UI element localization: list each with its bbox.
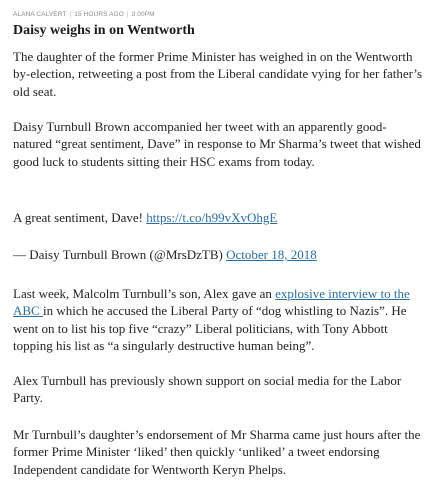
tweet-date-link[interactable]: October 18, 2018 (226, 247, 317, 262)
paragraph-labor-support: Alex Turnbull has previously shown support on social media for the Labor Party. (13, 373, 402, 406)
p5-text-before: Last week, Malcolm Turnbull’s son, Alex gave an (13, 286, 276, 301)
embedded-tweet-attribution (13, 246, 425, 263)
paragraph-endorsement: Mr Turnbull’s daughter’s endorsement of Mr Sharma came just hours after the former Prime Minister ‘liked’ then quickly ‘unliked’ a tweet endorsing Independent candidate for Wentworth Keryn Phelps. (13, 427, 421, 477)
paragraph-alex-interview (13, 285, 425, 355)
byline-author[interactable]: ALANA CALVERT (13, 11, 67, 18)
paragraph-intro: The daughter of the former Prime Minister has weighed in on the Wentworth by-election, retweeting a post from the Liberal candidate vying for her father’s old seat. (13, 49, 423, 99)
byline (13, 10, 425, 20)
article-headline: Daisy weighs in on Wentworth (13, 23, 195, 38)
byline-time: 3.00PM (131, 11, 155, 18)
abc-interview-link[interactable]: explosive interview to the ABC (13, 286, 410, 319)
tweet-text: A great sentiment, Dave! (13, 210, 147, 225)
paragraph-tweet-context: Daisy Turnbull Brown accompanied her tweet with an apparently good-natured “great sentiment, Dave” in response to Mr Sharma’s tweet that wished good luck to students sitting their HSC exams from today. (13, 119, 421, 169)
article (13, 10, 425, 477)
byline-separator: | (69, 11, 72, 18)
byline-separator: | (126, 11, 129, 18)
tweet-media-link[interactable]: https://t.co/h99vXvOhgE (146, 210, 278, 225)
tweet-author: — Daisy Turnbull Brown (@MrsDzTB) (13, 247, 227, 262)
p5-text-after: in which he accused the Liberal Party of “dog whistling to Nazis”. He went on to list his top five “crazy” Liberal politicians, with Tony Abbott topping his list as “a singularly destructive human being”. (13, 303, 407, 354)
byline-time-ago: 15 HOURS AGO (74, 11, 124, 18)
embedded-tweet-text (13, 209, 425, 226)
